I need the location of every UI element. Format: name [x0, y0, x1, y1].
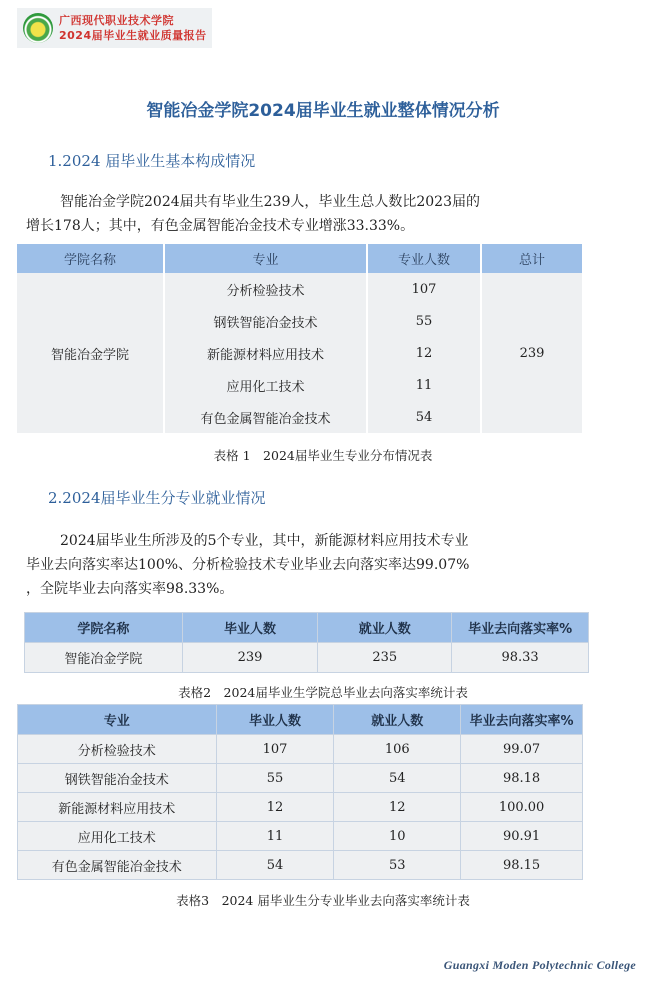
count-cell: 54: [367, 401, 481, 433]
table-cell: 11: [216, 822, 334, 851]
section-2-paragraph: [26, 529, 586, 601]
column-header: 专业人数: [367, 244, 481, 273]
major-cell: 钢铁智能冶金技术: [164, 305, 367, 337]
column-header: 就业人数: [318, 613, 452, 643]
table-cell: 239: [182, 643, 318, 673]
count-cell: 12: [367, 337, 481, 369]
major-cell: 应用化工技术: [164, 369, 367, 401]
table-cell: 107: [216, 735, 334, 764]
column-header: 毕业去向落实率%: [452, 613, 589, 643]
table-cell: 235: [318, 643, 452, 673]
header-text: [59, 13, 207, 43]
table-cell: 智能冶金学院: [25, 643, 183, 673]
table-header-row: [18, 705, 583, 735]
table-cell: 12: [216, 793, 334, 822]
table-cell: 12: [334, 793, 461, 822]
table-cell: 98.15: [461, 851, 583, 880]
page-title: 智能冶金学院2024届毕业生就业整体情况分析: [146, 101, 500, 121]
table-cell: 100.00: [461, 793, 583, 822]
column-header: 毕业去向落实率%: [461, 705, 583, 735]
major-cell: 分析检验技术: [164, 273, 367, 305]
table-cell: 55: [216, 764, 334, 793]
section-2-heading: 2.2024届毕业生分专业就业情况: [48, 489, 266, 507]
table-row: [18, 735, 583, 764]
table-cell: 98.18: [461, 764, 583, 793]
count-cell: 11: [367, 369, 481, 401]
column-header: 总计: [481, 244, 582, 273]
table-row: [17, 273, 582, 305]
table-row: [18, 822, 583, 851]
header-report-name: 2024届毕业生就业质量报告: [59, 29, 207, 42]
table-cell: 106: [334, 735, 461, 764]
college-logo: [23, 13, 53, 43]
college-placement-table: [24, 612, 589, 673]
paragraph-line: 2024届毕业生所涉及的5个专业，其中，新能源材料应用技术专业: [60, 533, 469, 549]
major-placement-table: [17, 704, 583, 880]
major-distribution-table: [17, 244, 582, 433]
count-cell: 107: [367, 273, 481, 305]
header-college-name: 广西现代职业技术学院: [59, 14, 174, 27]
table-3-caption: 表格3 2024 届毕业生分专业毕业去向落实率统计表: [176, 893, 470, 908]
table-cell: 应用化工技术: [18, 822, 217, 851]
header-banner: [17, 8, 212, 48]
column-header: 毕业人数: [216, 705, 334, 735]
paragraph-line: 增长178人；其中，有色金属智能冶金技术专业增涨33.33%。: [26, 218, 415, 234]
table-cell: 10: [334, 822, 461, 851]
table-row: [18, 851, 583, 880]
column-header: 就业人数: [334, 705, 461, 735]
table-cell: 54: [216, 851, 334, 880]
table-row: [25, 643, 589, 673]
table-1-caption: 表格 1 2024届毕业生专业分布情况表: [213, 448, 433, 463]
count-cell: 55: [367, 305, 481, 337]
table-cell: 新能源材料应用技术: [18, 793, 217, 822]
paragraph-line: ，全院毕业去向落实率98.33%。: [26, 581, 234, 597]
paragraph-line: 毕业去向落实率达100%、分析检验技术专业毕业去向落实率达99.07%: [26, 557, 470, 573]
table-row: [18, 764, 583, 793]
college-cell: 智能冶金学院: [17, 273, 164, 433]
table-cell: 有色金属智能冶金技术: [18, 851, 217, 880]
table-cell: 99.07: [461, 735, 583, 764]
table-2-caption: 表格2 2024届毕业生学院总毕业去向落实率统计表: [178, 685, 468, 700]
table-cell: 98.33: [452, 643, 589, 673]
table-header-row: [17, 244, 582, 273]
column-header: 学院名称: [25, 613, 183, 643]
column-header: 毕业人数: [182, 613, 318, 643]
table-cell: 53: [334, 851, 461, 880]
total-cell: 239: [481, 273, 582, 433]
footer-college-name: Guangxi Moden Polytechnic College: [443, 958, 636, 972]
paragraph-line: 智能冶金学院2024届共有毕业生239人，毕业生总人数比2023届的: [60, 194, 480, 210]
section-1-paragraph: [26, 190, 586, 238]
section-1-heading: 1.2024 届毕业生基本构成情况: [48, 152, 256, 170]
column-header: 学院名称: [17, 244, 164, 273]
major-cell: 新能源材料应用技术: [164, 337, 367, 369]
table-cell: 90.91: [461, 822, 583, 851]
table-cell: 分析检验技术: [18, 735, 217, 764]
table-cell: 54: [334, 764, 461, 793]
table-header-row: [25, 613, 589, 643]
major-cell: 有色金属智能冶金技术: [164, 401, 367, 433]
table-row: [18, 793, 583, 822]
table-cell: 钢铁智能冶金技术: [18, 764, 217, 793]
column-header: 专业: [164, 244, 367, 273]
column-header: 专业: [18, 705, 217, 735]
